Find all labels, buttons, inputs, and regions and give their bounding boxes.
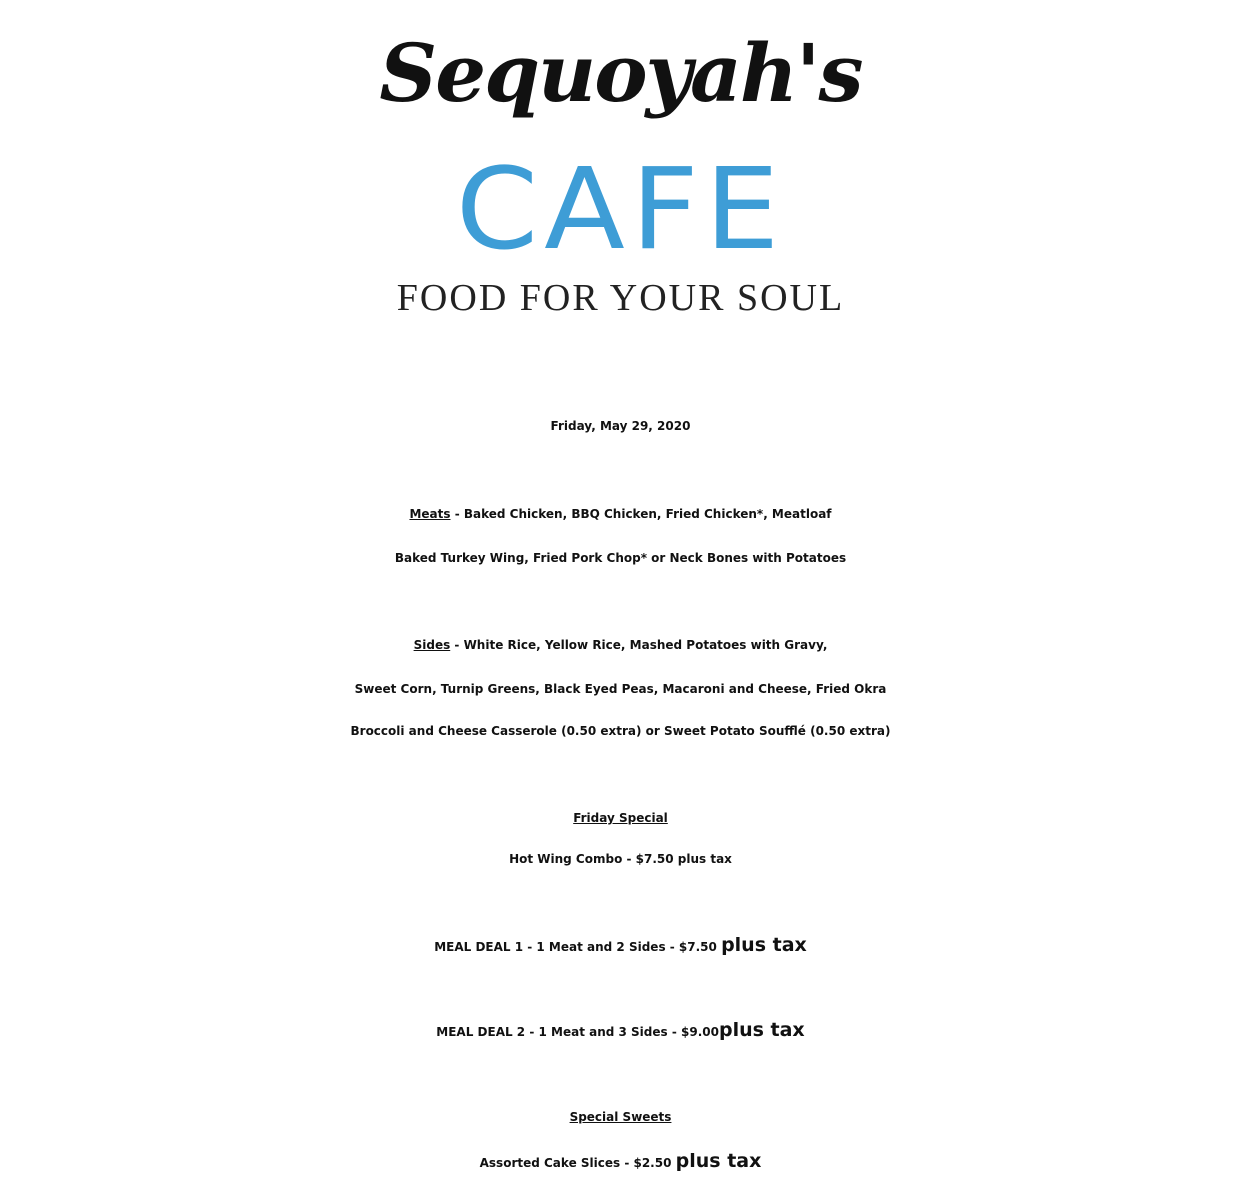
meal-deal-1 <box>0 927 1241 965</box>
meats-items-2: Baked Turkey Wing, Fried Pork Chop* or Neck Bones with Potatoes <box>394 551 847 565</box>
friday-special-heading: Friday Special <box>573 811 668 825</box>
special-sweets-item <box>0 1143 1241 1181</box>
friday-special-item: Hot Wing Combo - $7.50 plus tax <box>509 852 732 866</box>
sides-items-1: - White Rice, Yellow Rice, Mashed Potatoes with Gravy, <box>450 638 828 652</box>
sides-line-1 <box>0 627 1241 663</box>
cafe-logo <box>0 0 1241 330</box>
meal-deal-2-tax: plus tax <box>718 1019 805 1041</box>
meal-deal-1-tax: plus tax <box>721 934 807 956</box>
logo-tagline: FOOD FOR YOUR SOUL <box>396 277 845 319</box>
logo-script-name: Sequoyah's <box>379 26 862 120</box>
special-sweets-item-text: Assorted Cake Slices - $2.50 <box>479 1156 676 1170</box>
meats-heading: Meats <box>409 507 451 521</box>
meal-deal-1-text: MEAL DEAL 1 - 1 Meat and 2 Sides - $7.50 <box>434 940 722 954</box>
menu-date: Friday, May 29, 2020 <box>550 419 691 433</box>
sides-items-2: Sweet Corn, Turnip Greens, Black Eyed Peas, Macaroni and Cheese, Fried Okra <box>354 682 887 696</box>
meal-deal-2-text: MEAL DEAL 2 - 1 Meat and 3 Sides - $9.00 <box>436 1025 719 1039</box>
meats-line-1 <box>0 496 1241 532</box>
special-sweets-heading: Special Sweets <box>569 1110 672 1124</box>
meats-items-1: - Baked Chicken, BBQ Chicken, Fried Chicken*, Meatloaf <box>450 507 832 521</box>
meal-deal-2 <box>0 1012 1241 1050</box>
sides-items-3: Broccoli and Cheese Casserole (0.50 extra) or Sweet Potato Soufflé (0.50 extra) <box>350 724 891 738</box>
special-sweets-tax: plus tax <box>675 1150 762 1172</box>
sides-heading: Sides <box>413 638 451 652</box>
logo-cafe-word: CAFE <box>455 143 786 275</box>
